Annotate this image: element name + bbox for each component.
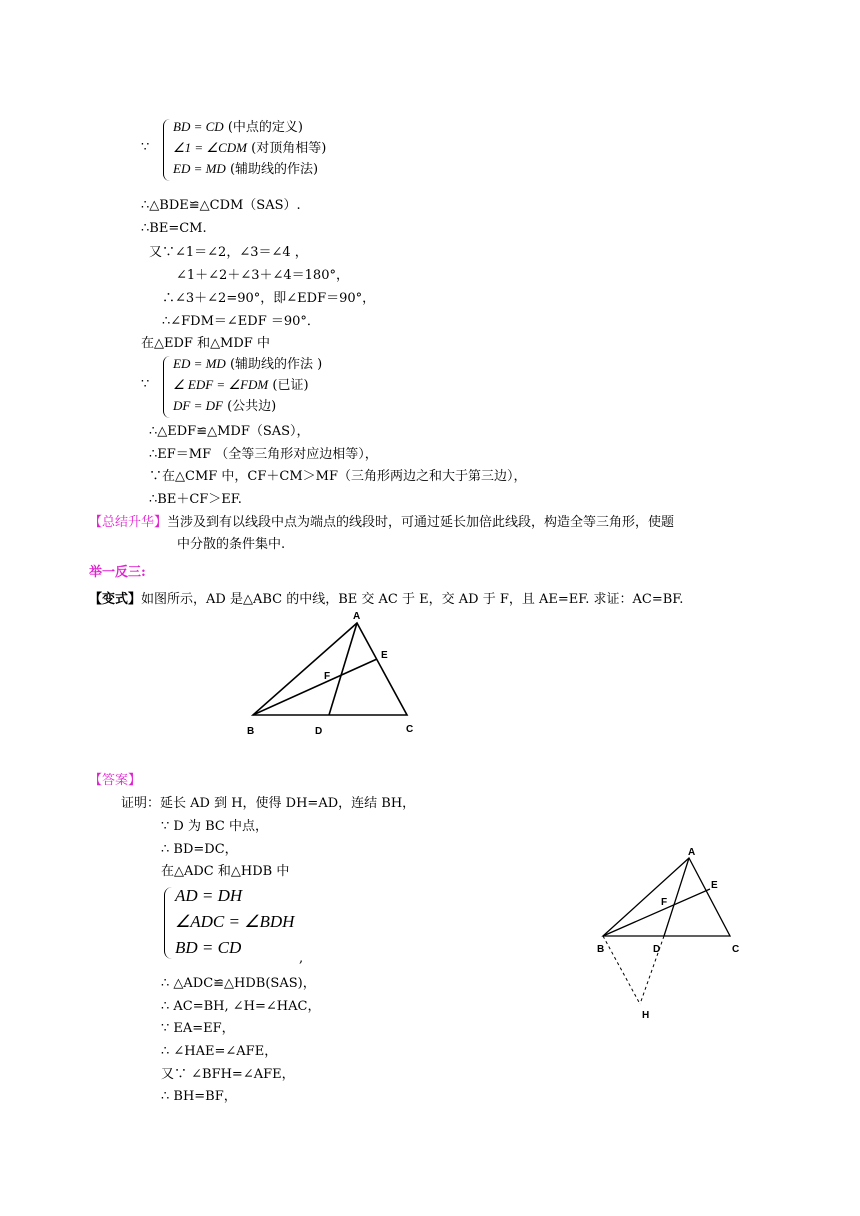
- proof-line: ∵在△CMF 中，CF＋CM＞MF（三角形两边之和大于第三边），: [149, 469, 527, 484]
- answer-line: ∴ △ADC≌△HDB(SAS)，: [161, 976, 316, 991]
- proof-line: 在△EDF 和△MDF 中: [141, 336, 270, 351]
- proof-line: ∠1＋∠2＋∠3＋∠4＝180°，: [176, 268, 349, 283]
- system-1-row: [173, 158, 326, 179]
- section-heading: 举一反三:: [89, 565, 146, 580]
- equation: BD = CD: [173, 119, 224, 134]
- variant: [89, 592, 683, 608]
- summary-text: 当涉及到有以线段中点为端点的线段时，可通过延长加倍此线段，构造全等三角形，使题: [167, 515, 675, 530]
- triangle-figure-1: [240, 608, 430, 740]
- point-label-f: F: [661, 897, 668, 908]
- answer-line: 又∵ ∠BFH=∠AFE，: [161, 1067, 295, 1082]
- equation: ED = MD: [173, 356, 226, 371]
- answer-line: ∴ BH=BF，: [161, 1089, 237, 1104]
- proof-line: ∴△BDE≌△CDM（SAS）.: [141, 198, 301, 213]
- answer-line: ∴ BD=DC，: [161, 842, 238, 857]
- triangle-figure-2: [590, 842, 750, 1022]
- point-label-a: A: [353, 611, 361, 622]
- answer-line: ∴ ∠HAE=∠AFE，: [161, 1044, 278, 1059]
- answer-line: ∴ AC=BH, ∠H=∠HAC，: [161, 999, 321, 1014]
- system-1: [173, 116, 326, 179]
- answer-line: ∵ EA=EF，: [161, 1021, 235, 1036]
- system-comma: ,: [299, 951, 304, 966]
- summary: [89, 515, 674, 531]
- summary-continuation: 中分散的条件集中.: [177, 537, 286, 552]
- point-label-a: A: [688, 847, 696, 858]
- system-3: [175, 883, 294, 961]
- point-label-d: D: [653, 944, 661, 955]
- system-brace: [163, 119, 170, 181]
- point-label-c: C: [732, 944, 740, 955]
- system-2-row: [173, 353, 322, 374]
- point-label-h: H: [642, 1010, 650, 1021]
- reason: (对顶角相等): [251, 141, 327, 156]
- proof-line: ∴△EDF≌△MDF（SAS），: [149, 424, 310, 439]
- system-1-row: [173, 137, 326, 158]
- reason: (辅助线的作法): [229, 162, 319, 177]
- system-2: [173, 353, 322, 416]
- answer-tag: 【答案】: [89, 773, 142, 788]
- because-symbol: ∵: [141, 140, 150, 155]
- equation: ∠ADC = ∠BDH: [175, 912, 295, 931]
- proof-line: ∴EF＝MF （全等三角形对应边相等），: [149, 447, 378, 462]
- equation: BD = CD: [175, 938, 242, 957]
- proof-line: 又∵∠1＝∠2，∠3＝∠4 ，: [149, 245, 308, 260]
- point-label-e: E: [711, 880, 718, 891]
- answer-line: ∵ D 为 BC 中点，: [161, 819, 268, 834]
- answer-line: 在△ADC 和△HDB 中: [161, 864, 290, 879]
- summary-tag: 【总结升华】: [89, 515, 168, 530]
- point-label-d: D: [315, 726, 323, 737]
- because-symbol: ∵: [141, 377, 150, 392]
- proof-line: ∴∠FDM＝∠EDF ＝90°．: [162, 314, 320, 329]
- variant-tag: 【变式】: [89, 592, 142, 607]
- system-1-row: [173, 116, 326, 137]
- answer-line: 证明：延长 AD 到 H，使得 DH=AD，连结 BH，: [121, 796, 416, 811]
- system-2-row: [173, 374, 322, 395]
- point-label-c: C: [406, 724, 414, 735]
- point-label-f: F: [324, 671, 331, 682]
- equation: AD = DH: [175, 886, 243, 905]
- reason: (中点的定义): [227, 120, 303, 135]
- proof-line: ∴∠3＋∠2=90°，即∠EDF＝90°，: [162, 291, 376, 306]
- point-label-e: E: [381, 650, 388, 661]
- reason: (已证): [272, 378, 309, 393]
- reason: (公共边): [227, 399, 277, 414]
- system-brace: [163, 356, 170, 418]
- equation: ∠1 = ∠CDM: [173, 140, 247, 155]
- equation: ED = MD: [173, 161, 226, 176]
- proof-line: ∴BE＋CF＞EF.: [149, 492, 242, 507]
- system-2-row: [173, 395, 322, 416]
- equation: DF = DF: [173, 398, 223, 413]
- proof-line: ∴BE=CM.: [141, 221, 207, 236]
- point-label-b: B: [597, 944, 605, 955]
- reason: (辅助线的作法 ): [229, 357, 323, 372]
- equation: ∠ EDF = ∠FDM: [173, 377, 269, 392]
- system-brace: [164, 887, 172, 959]
- point-label-b: B: [247, 726, 255, 737]
- variant-text: 如图所示，AD 是△ABC 的中线，BE 交 AC 于 E，交 AD 于 F，且 AE=EF. 求证：AC=BF.: [141, 592, 684, 607]
